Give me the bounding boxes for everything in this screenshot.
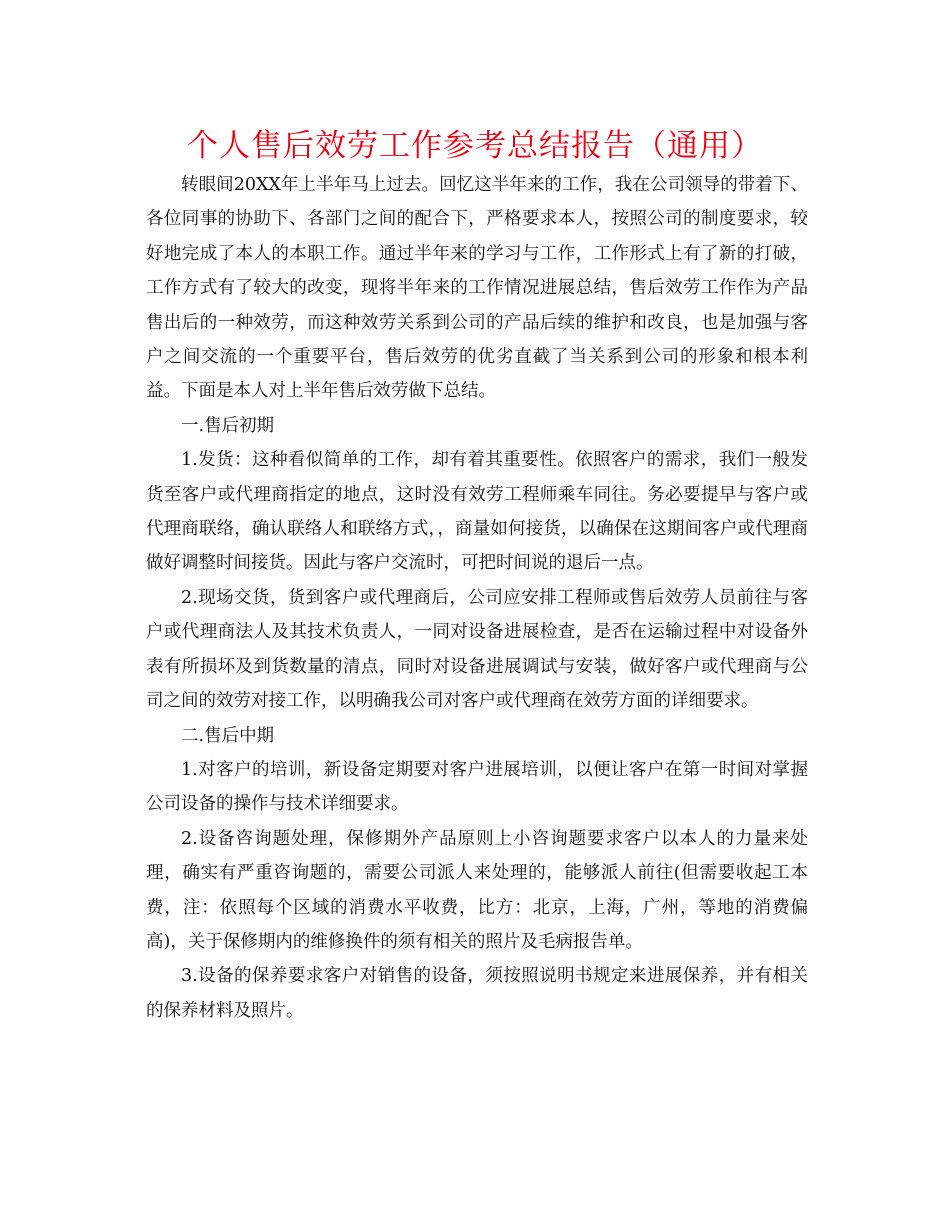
paragraph-issue-handling: 2.设备咨询题处理，保修期外产品原则上小咨询题要求客户以本人的力量来处理，确实有严重咨询题的，需要公司派人来处理的，能够派人前往(但需要收起工本费，注：依照每个区域的消费水平收费，比方：北京，上海，广州，等地的消费偏高)，关于保修期内的维修换件的须有相关的照片及毛病报告单。 bbox=[146, 828, 808, 952]
document-title: 个人售后效劳工作参考总结报告（通用） bbox=[187, 128, 763, 164]
section-heading-middle: 二.售后中期 bbox=[181, 725, 275, 746]
paragraph-onsite-handover: 2.现场交货，货到客户或代理商后，公司应安排工程师或售后效劳人员前往与客户或代理商法人及其技术负责人，一同对设备进展检查，是否在运输过程中对设备外表有所损坏及到货数量的清点，同时对设备进展调试与安装，做好客户或代理商与公司之间的效劳对接工作，以明确我公司对客户或代理商在效劳方面的详细要求。 bbox=[146, 587, 808, 712]
paragraph-training: 1.对客户的培训，新设备定期要对客户进展培训，以便让客户在第一时间对掌握公司设备的操作与技术详细要求。 bbox=[146, 759, 808, 815]
section-heading-initial: 一.售后初期 bbox=[181, 415, 275, 436]
paragraph-maintenance: 3.设备的保养要求客户对销售的设备，须按照说明书规定来进展保养，并有相关的保养材料及照片。 bbox=[146, 966, 808, 1021]
document-body bbox=[146, 168, 808, 1028]
paragraph-delivery: 1.发货：这种看似简单的工作，却有着其重要性。依照客户的需求，我们一般发货至客户或代理商指定的地点，这时没有效劳工程师乘车同往。务必要提早与客户或代理商联络，确认联络人和联络方式，，商量如何接货，以确保在这期间客户或代理商做好调整时间接货。因此与客户交流时，可把时间说的退后一点。 bbox=[146, 450, 808, 574]
intro-paragraph: 转眼间20XX年上半年马上过去。回忆这半年来的工作，我在公司领导的带着下、各位同事的协助下、各部门之间的配合下，严格要求本人，按照公司的制度要求，较好地完成了本人的本职工作。通过半年来的学习与工作，工作形式上有了新的打破，工作方式有了较大的改变，现将半年来的工作情况进展总结，售后效劳工作作为产品售出后的一种效劳，而这种效劳关系到公司的产品后续的维护和改良，也是加强与客户之间交流的一个重要平台，售后效劳的优劣直截了当关系到公司的形象和根本利益。下面是本人对上半年售后效劳做下总结。 bbox=[146, 175, 808, 402]
